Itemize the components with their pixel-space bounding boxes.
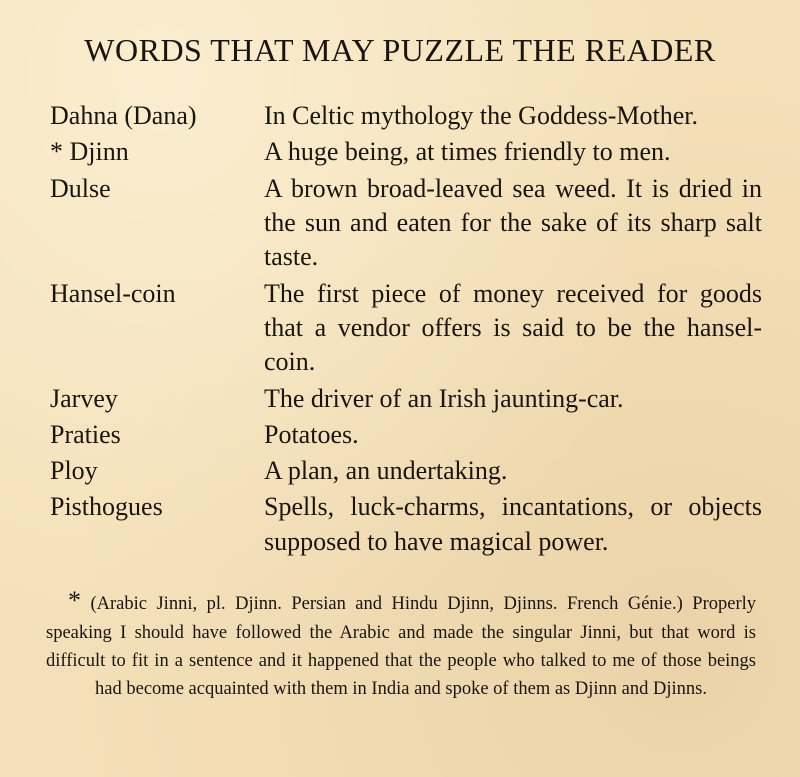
glossary-definition: In Celtic mythology the Goddess-Mother.: [264, 101, 699, 130]
glossary-list: [50, 99, 762, 559]
glossary-definition: Potatoes.: [264, 419, 359, 449]
glossary-entry: [50, 418, 762, 452]
glossary-definition: A huge being, at times friendly to men.: [264, 137, 671, 167]
glossary-definition: Spells, luck-charms, incantations, or objects supposed to have magical power.: [264, 492, 762, 556]
glossary-term: * Djinn: [50, 137, 129, 167]
glossary-definition: A brown broad-leaved sea weed. It is dried in the sun and eaten for the sake of its sharp salt taste.: [264, 173, 762, 272]
glossary-definition: A plan, an undertaking.: [264, 456, 508, 486]
footnote-text: (Arabic Jinni, pl. Djinn. Persian and Hindu Djinn, Djinns. French Génie.) Properly speaking I should have followed the Arabic and made the singular Jinni, but that word is difficult to fit in a sentence and it happened that the people who talked to me of those beings had become acquainted with them in India and spoke of them as Djinn and Djinns.: [46, 594, 756, 699]
glossary-entry: [50, 99, 762, 133]
glossary-entry: [50, 382, 762, 416]
glossary-term: Hansel-coin: [50, 278, 176, 308]
footnote-marker: *: [68, 586, 81, 616]
glossary-definition: The first piece of money received for goods that a vendor offers is said to be the hansel-coin.: [264, 278, 762, 377]
glossary-term: Dulse: [50, 173, 111, 203]
glossary-term: Dahna (Dana): [50, 101, 197, 130]
glossary-term: Jarvey: [50, 383, 118, 413]
glossary-entry: [50, 172, 762, 275]
page-title: WORDS THAT MAY PUZZLE THE READER: [84, 32, 716, 68]
glossary-entry: [50, 135, 762, 169]
glossary-entry: [50, 490, 762, 559]
glossary-entry: [50, 454, 762, 488]
glossary-entry: [50, 277, 762, 380]
glossary-definition: The driver of an Irish jaunting-car.: [264, 383, 624, 413]
glossary-term: Pisthogues: [50, 492, 163, 522]
glossary-term: Praties: [50, 419, 121, 449]
footnote: [46, 581, 756, 703]
glossary-term: Ploy: [50, 456, 98, 486]
